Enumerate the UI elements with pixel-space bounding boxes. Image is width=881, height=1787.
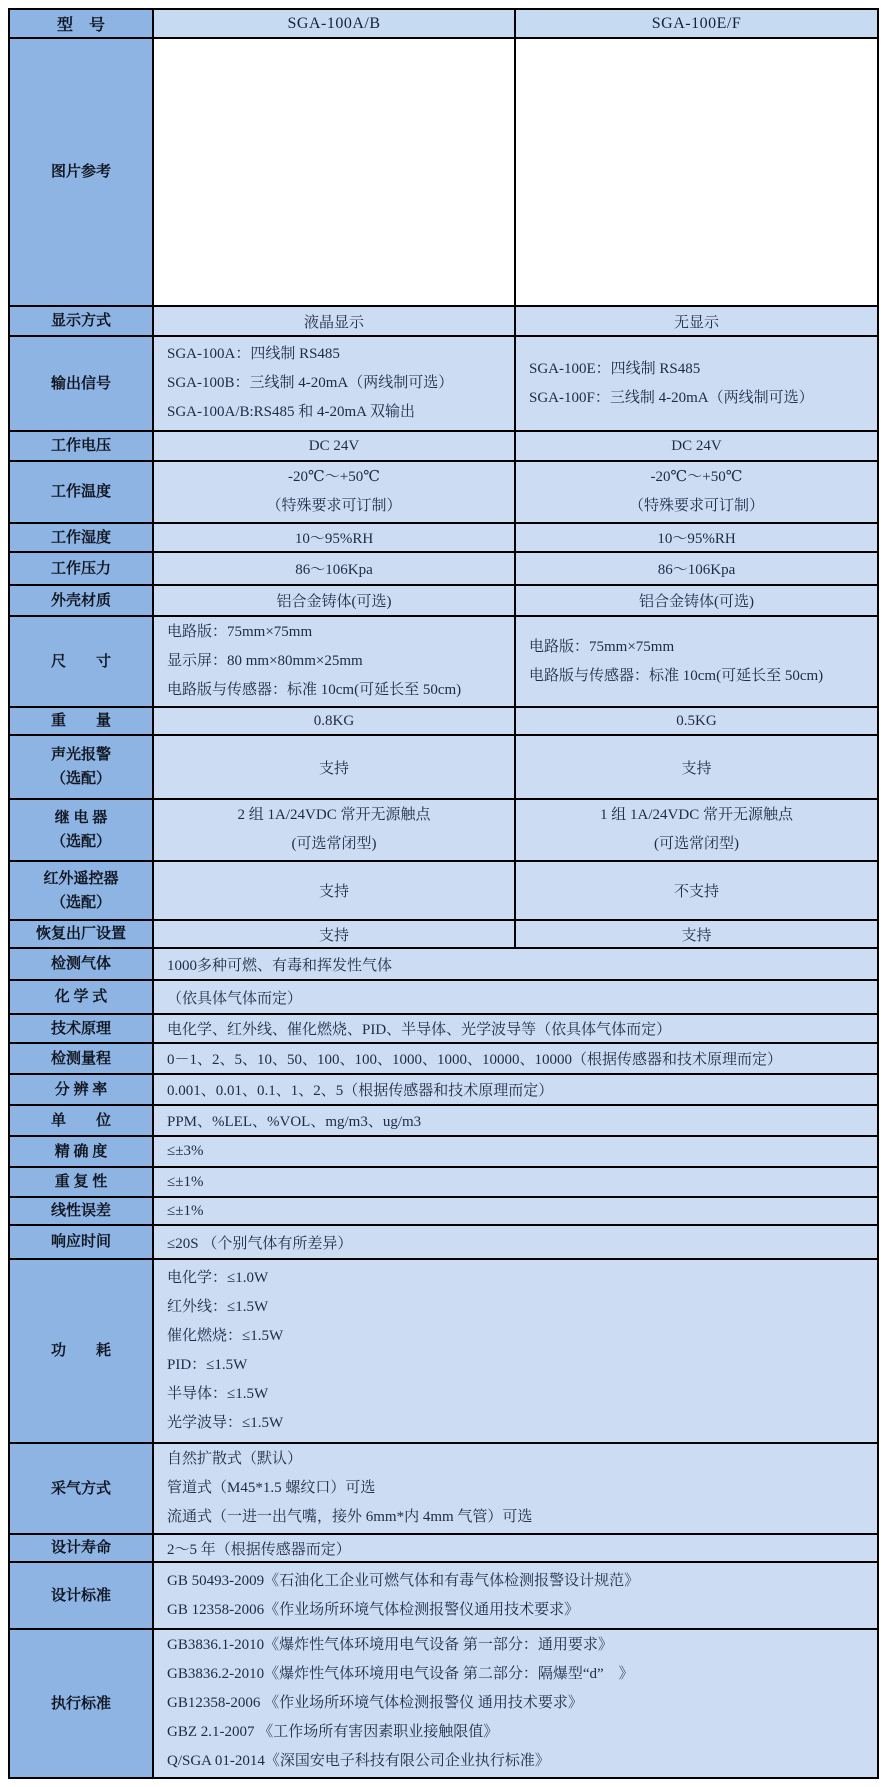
row-label: 尺 寸 bbox=[9, 616, 153, 707]
cell-ab: 10～95%RH bbox=[153, 523, 515, 552]
row-label: 设计寿命 bbox=[9, 1534, 153, 1562]
cell-ef: 10～95%RH bbox=[515, 523, 878, 552]
cell-ef bbox=[515, 616, 878, 707]
label-line: 声光报警 bbox=[50, 747, 111, 763]
cell-span: PPM、%LEL、%VOL、mg/m3、ug/m3 bbox=[153, 1105, 878, 1136]
image-row bbox=[9, 38, 878, 306]
row-display bbox=[9, 306, 878, 336]
row-factory-reset bbox=[9, 920, 878, 948]
row-label: 检测量程 bbox=[9, 1043, 153, 1074]
row-weight bbox=[9, 707, 878, 735]
row-label bbox=[9, 735, 153, 799]
row-housing bbox=[9, 585, 878, 616]
row-voltage bbox=[9, 431, 878, 461]
cell-ef bbox=[515, 461, 878, 523]
line: 流通式（一进一出气嘴，接外 6mm*内 4mm 气管）可选 bbox=[167, 1509, 533, 1525]
row-label: 工作湿度 bbox=[9, 523, 153, 552]
cell-span bbox=[153, 1259, 878, 1443]
photo-cell-right bbox=[515, 38, 878, 306]
label-line: 红外遥控器 bbox=[43, 870, 119, 887]
line: 电路版：75mm×75mm bbox=[529, 638, 675, 655]
row-label: 化 学 式 bbox=[9, 980, 153, 1014]
row-accuracy bbox=[9, 1136, 878, 1167]
row-label: 采气方式 bbox=[9, 1443, 153, 1534]
line: SGA-100A：四线制 RS485 bbox=[167, 346, 340, 362]
line: GB12358-2006 《作业场所环境气体检测报警仪 通用技术要求》 bbox=[167, 1695, 583, 1711]
cell-span bbox=[153, 1629, 878, 1778]
row-label: 设计标准 bbox=[9, 1562, 153, 1629]
row-range bbox=[9, 1043, 878, 1074]
cell-ab bbox=[153, 461, 515, 523]
line: 显示屏：80 mm×80mm×25mm bbox=[167, 653, 363, 669]
cell-span: ≤±3% bbox=[153, 1136, 878, 1167]
line: PID：≤1.5W bbox=[167, 1357, 248, 1373]
line: GB 12358-2006《作业场所环境气体检测报警仪通用技术要求》 bbox=[167, 1601, 580, 1618]
row-label: 功 耗 bbox=[9, 1259, 153, 1443]
model-name-ef: SGA-100E/F bbox=[515, 9, 878, 38]
line: 电化学：≤1.0W bbox=[167, 1270, 269, 1286]
header-row bbox=[9, 9, 878, 38]
line: 1 组 1A/24VDC 常开无源触点 bbox=[600, 807, 793, 823]
row-resolution bbox=[9, 1074, 878, 1105]
line: SGA-100A/B:RS485 和 4-20mA 双输出 bbox=[167, 404, 415, 420]
row-label: 单 位 bbox=[9, 1105, 153, 1136]
cell-ef: 不支持 bbox=[515, 861, 878, 920]
label-line: （选配） bbox=[50, 771, 111, 787]
line: （特殊要求可订制） bbox=[628, 498, 764, 514]
cell-ab: 0.8KG bbox=[153, 707, 515, 735]
row-design-life bbox=[9, 1534, 878, 1562]
cell-span: ≤±1% bbox=[153, 1197, 878, 1225]
line: 催化燃烧：≤1.5W bbox=[167, 1328, 284, 1344]
cell-ab: 液晶显示 bbox=[153, 306, 515, 336]
label-line: 继 电 器 bbox=[54, 810, 108, 826]
line: 自然扩散式（默认） bbox=[167, 1451, 303, 1467]
row-label: 响应时间 bbox=[9, 1225, 153, 1259]
row-linearity bbox=[9, 1197, 878, 1225]
row-dimensions bbox=[9, 616, 878, 707]
line: 光学波导：≤1.5W bbox=[167, 1415, 284, 1431]
cell-span: ≤20S （个别气体有所差异） bbox=[153, 1225, 878, 1259]
cell-ef bbox=[515, 336, 878, 431]
cell-ef: 86～106Kpa bbox=[515, 552, 878, 585]
line: GB3836.2-2010《爆炸性气体环境用电气设备 第二部分：隔爆型“d” 》 bbox=[167, 1666, 634, 1682]
cell-ab: 支持 bbox=[153, 861, 515, 920]
row-principle bbox=[9, 1014, 878, 1043]
cell-span: 2～5 年（根据传感器而定） bbox=[153, 1534, 878, 1562]
row-response-time bbox=[9, 1225, 878, 1259]
model-name-ab: SGA-100A/B bbox=[153, 9, 515, 38]
line: 半导体：≤1.5W bbox=[167, 1386, 269, 1402]
row-label bbox=[9, 861, 153, 920]
row-humidity bbox=[9, 523, 878, 552]
cell-ef: 铝合金铸体(可选) bbox=[515, 585, 878, 616]
row-pressure bbox=[9, 552, 878, 585]
row-label: 显示方式 bbox=[9, 306, 153, 336]
row-output-signal bbox=[9, 336, 878, 431]
row-label: 技术原理 bbox=[9, 1014, 153, 1043]
cell-ab: 支持 bbox=[153, 735, 515, 799]
image-row-label: 图片参考 bbox=[9, 38, 153, 306]
row-ir-remote bbox=[9, 861, 878, 920]
cell-ef: 支持 bbox=[515, 920, 878, 948]
photo-cell-left bbox=[153, 38, 515, 306]
row-label: 输出信号 bbox=[9, 336, 153, 431]
row-relay bbox=[9, 799, 878, 861]
line: GB 50493-2009《石油化工企业可燃气体和有毒气体检测报警设计规范》 bbox=[167, 1572, 640, 1589]
cell-ab bbox=[153, 616, 515, 707]
row-design-standard bbox=[9, 1562, 878, 1629]
cell-ab: 86～106Kpa bbox=[153, 552, 515, 585]
cell-ab: 铝合金铸体(可选) bbox=[153, 585, 515, 616]
cell-ab bbox=[153, 799, 515, 861]
row-label: 外壳材质 bbox=[9, 585, 153, 616]
line: 红外线：≤1.5W bbox=[167, 1299, 269, 1315]
row-power-consumption bbox=[9, 1259, 878, 1443]
spec-table bbox=[8, 8, 879, 1779]
model-label: 型 号 bbox=[9, 9, 153, 38]
row-detected-gases bbox=[9, 948, 878, 980]
cell-ef bbox=[515, 799, 878, 861]
row-label: 重 量 bbox=[9, 707, 153, 735]
row-audible-alarm bbox=[9, 735, 878, 799]
row-sampling-method bbox=[9, 1443, 878, 1534]
line: 电路版与传感器：标准 10cm(可延长至 50cm) bbox=[167, 682, 462, 698]
line: （特殊要求可订制） bbox=[266, 498, 402, 514]
row-label: 恢复出厂设置 bbox=[9, 920, 153, 948]
cell-ef: 0.5KG bbox=[515, 707, 878, 735]
row-label: 工作压力 bbox=[9, 552, 153, 585]
line: SGA-100E：四线制 RS485 bbox=[529, 360, 701, 377]
row-label bbox=[9, 799, 153, 861]
row-label: 检测气体 bbox=[9, 948, 153, 980]
cell-span: 电化学、红外线、催化燃烧、PID、半导体、光学波导等（依具体气体而定） bbox=[153, 1014, 878, 1043]
cell-span: 0－1、2、5、10、50、100、100、1000、1000、10000、10000（根据传感器和技术原理而定） bbox=[153, 1043, 878, 1074]
line: SGA-100F：三线制 4-20mA（两线制可选） bbox=[529, 389, 814, 406]
line: Q/SGA 01-2014《深国安电子科技有限公司企业执行标准》 bbox=[167, 1753, 550, 1769]
line: (可选常闭型) bbox=[291, 836, 377, 852]
line: -20℃～+50℃ bbox=[287, 469, 380, 485]
line: (可选常闭型) bbox=[654, 836, 739, 852]
cell-ef: DC 24V bbox=[515, 431, 878, 461]
cell-span: ≤±1% bbox=[153, 1167, 878, 1197]
row-label: 工作温度 bbox=[9, 461, 153, 523]
line: SGA-100B：三线制 4-20mA（两线制可选） bbox=[167, 375, 454, 391]
line: -20℃～+50℃ bbox=[650, 469, 743, 485]
cell-ab: DC 24V bbox=[153, 431, 515, 461]
line: 管道式（M45*1.5 螺纹口）可选 bbox=[167, 1480, 376, 1496]
label-line: （选配） bbox=[50, 894, 111, 911]
row-label: 分 辨 率 bbox=[9, 1074, 153, 1105]
row-repeatability bbox=[9, 1167, 878, 1197]
cell-span: 1000多种可燃、有毒和挥发性气体 bbox=[153, 948, 878, 980]
label-line: （选配） bbox=[50, 834, 111, 850]
cell-ab: 支持 bbox=[153, 920, 515, 948]
row-execution-standard bbox=[9, 1629, 878, 1778]
line: 电路版与传感器：标准 10cm(可延长至 50cm) bbox=[529, 667, 824, 684]
row-unit bbox=[9, 1105, 878, 1136]
cell-span bbox=[153, 1443, 878, 1534]
line: GBZ 2.1-2007 《工作场所有害因素职业接触限值》 bbox=[167, 1724, 499, 1740]
cell-ef: 无显示 bbox=[515, 306, 878, 336]
cell-ef: 支持 bbox=[515, 735, 878, 799]
row-label: 工作电压 bbox=[9, 431, 153, 461]
line: GB3836.1-2010《爆炸性气体环境用电气设备 第一部分：通用要求》 bbox=[167, 1637, 613, 1653]
row-chemical-formula bbox=[9, 980, 878, 1014]
cell-span bbox=[153, 1562, 878, 1629]
cell-span: 0.001、0.01、0.1、1、2、5（根据传感器和技术原理而定） bbox=[153, 1074, 878, 1105]
row-label: 精 确 度 bbox=[9, 1136, 153, 1167]
row-temperature bbox=[9, 461, 878, 523]
line: 电路版：75mm×75mm bbox=[167, 624, 313, 640]
cell-span: （依具体气体而定） bbox=[153, 980, 878, 1014]
line: 2 组 1A/24VDC 常开无源触点 bbox=[237, 807, 431, 823]
row-label: 执行标准 bbox=[9, 1629, 153, 1778]
row-label: 线性误差 bbox=[9, 1197, 153, 1225]
cell-ab bbox=[153, 336, 515, 431]
row-label: 重 复 性 bbox=[9, 1167, 153, 1197]
